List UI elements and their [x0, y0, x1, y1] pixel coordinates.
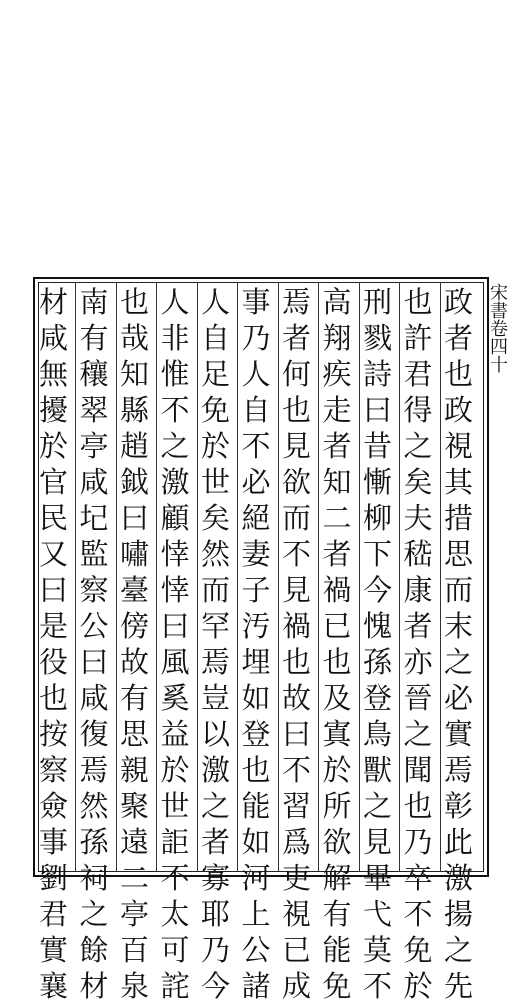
character: 君 — [403, 357, 433, 391]
character: 而 — [281, 501, 311, 535]
character: 登 — [362, 681, 392, 715]
character: 曰 — [79, 645, 109, 679]
character: 亭 — [79, 429, 109, 463]
character: 禍 — [322, 573, 352, 607]
character: 何 — [281, 357, 311, 391]
character: 禍 — [281, 609, 311, 643]
character: 復 — [79, 717, 109, 751]
character: 免 — [200, 393, 230, 427]
character: 察 — [38, 753, 68, 787]
character: 上 — [241, 897, 271, 931]
text-column-7 — [197, 284, 235, 1003]
character: 人 — [241, 357, 271, 391]
character: 政 — [443, 285, 473, 319]
character: 圮 — [79, 501, 109, 535]
character: 弋 — [362, 897, 392, 931]
character: 也 — [443, 357, 473, 391]
character: 豈 — [200, 681, 230, 715]
text-column-4 — [318, 284, 356, 1003]
character: 嘯 — [119, 537, 149, 571]
text-column-1 — [440, 284, 478, 1003]
character: 不 — [241, 429, 271, 463]
character: 必 — [443, 681, 473, 715]
character: 也 — [281, 393, 311, 427]
character: 故 — [119, 645, 149, 679]
character: 思 — [119, 717, 149, 751]
character: 之 — [443, 933, 473, 967]
character: 知 — [322, 465, 352, 499]
character: 惟 — [160, 357, 190, 391]
character: 曰 — [38, 573, 68, 607]
column-rule — [318, 282, 319, 872]
character: 監 — [79, 537, 109, 571]
character: 也 — [38, 681, 68, 715]
character: 見 — [281, 573, 311, 607]
character: 也 — [322, 645, 352, 679]
character: 按 — [38, 717, 68, 751]
column-rule — [75, 282, 76, 872]
character: 乃 — [241, 321, 271, 355]
character: 如 — [241, 681, 271, 715]
character: 縣 — [119, 393, 149, 427]
character: 所 — [322, 789, 352, 823]
character: 措 — [443, 501, 473, 535]
column-rule — [440, 282, 441, 872]
character: 末 — [443, 609, 473, 643]
character: 益 — [160, 717, 190, 751]
character: 穰 — [79, 357, 109, 391]
character: 哉 — [119, 321, 149, 355]
character: 莫 — [362, 933, 392, 967]
character: 曰 — [160, 609, 190, 643]
character: 刑 — [362, 285, 392, 319]
character: 南 — [79, 285, 109, 319]
character: 遠 — [119, 825, 149, 859]
text-column-6 — [237, 284, 275, 1003]
character: 風 — [160, 645, 190, 679]
character: 政 — [443, 393, 473, 427]
character: 高 — [322, 285, 352, 319]
character: 寡 — [200, 861, 230, 895]
character: 思 — [443, 537, 473, 571]
character: 於 — [403, 969, 433, 1003]
character: 矣 — [200, 501, 230, 535]
text-column-11 — [35, 284, 73, 1003]
column-rule — [197, 282, 198, 872]
character: 晉 — [403, 681, 433, 715]
character: 嵇 — [403, 537, 433, 571]
character: 孫 — [362, 645, 392, 679]
character: 又 — [38, 537, 68, 571]
character: 也 — [119, 285, 149, 319]
character: 也 — [403, 789, 433, 823]
character: 之 — [362, 789, 392, 823]
character: 材 — [38, 285, 68, 319]
character: 襄 — [38, 969, 68, 1003]
character: 察 — [79, 573, 109, 607]
character: 知 — [119, 357, 149, 391]
character: 親 — [119, 753, 149, 787]
text-column-10 — [75, 284, 113, 1003]
character: 欲 — [322, 825, 352, 859]
character: 此 — [443, 825, 473, 859]
character: 激 — [200, 753, 230, 787]
character: 焉 — [200, 645, 230, 679]
character: 不 — [281, 537, 311, 571]
character: 太 — [160, 897, 190, 931]
text-column-2 — [399, 284, 437, 1003]
character: 材 — [79, 969, 109, 1003]
character: 吏 — [281, 861, 311, 895]
character: 悻 — [160, 537, 190, 571]
character: 見 — [362, 825, 392, 859]
character: 激 — [443, 861, 473, 895]
character: 慚 — [362, 465, 392, 499]
column-rule — [116, 282, 117, 872]
character: 如 — [241, 825, 271, 859]
character: 及 — [322, 681, 352, 715]
character: 夫 — [403, 501, 433, 535]
character: 其 — [443, 465, 473, 499]
character: 鳥 — [362, 717, 392, 751]
character: 曰 — [119, 501, 149, 535]
character: 詫 — [160, 969, 190, 1003]
column-rule — [278, 282, 279, 872]
character: 自 — [200, 321, 230, 355]
character: 諸 — [241, 969, 271, 1003]
character: 咸 — [38, 321, 68, 355]
character: 河 — [241, 861, 271, 895]
character: 欲 — [281, 465, 311, 499]
character: 亦 — [403, 645, 433, 679]
character: 也 — [241, 753, 271, 787]
character: 有 — [322, 897, 352, 931]
character: 必 — [241, 465, 271, 499]
character: 實 — [443, 717, 473, 751]
character: 實 — [38, 933, 68, 967]
character: 汚 — [241, 609, 271, 643]
character: 於 — [322, 753, 352, 787]
character: 詎 — [160, 825, 190, 859]
character: 無 — [38, 357, 68, 391]
character: 愧 — [362, 609, 392, 643]
character: 是 — [38, 609, 68, 643]
character: 然 — [200, 537, 230, 571]
character: 而 — [200, 573, 230, 607]
character: 昔 — [362, 429, 392, 463]
character: 今 — [200, 969, 230, 1003]
character: 餘 — [79, 933, 109, 967]
character: 僉 — [38, 789, 68, 823]
character: 之 — [403, 429, 433, 463]
character: 悻 — [160, 573, 190, 607]
text-column-9 — [116, 284, 154, 1003]
character: 習 — [281, 789, 311, 823]
character: 也 — [403, 285, 433, 319]
character: 爲 — [281, 825, 311, 859]
character: 埋 — [241, 645, 271, 679]
character: 二 — [322, 501, 352, 535]
character: 之 — [200, 789, 230, 823]
character: 畢 — [362, 861, 392, 895]
character: 不 — [281, 753, 311, 787]
character: 民 — [38, 501, 68, 535]
character: 罕 — [200, 609, 230, 643]
character: 得 — [403, 393, 433, 427]
character: 已 — [322, 609, 352, 643]
character: 不 — [362, 969, 392, 1003]
character: 揚 — [443, 897, 473, 931]
character: 曰 — [281, 717, 311, 751]
character: 不 — [160, 393, 190, 427]
character: 役 — [38, 645, 68, 679]
character: 卒 — [403, 861, 433, 895]
character: 亭 — [119, 897, 149, 931]
character: 乃 — [403, 825, 433, 859]
character: 擾 — [38, 393, 68, 427]
character: 能 — [322, 933, 352, 967]
character: 視 — [281, 897, 311, 931]
character: 之 — [79, 897, 109, 931]
page-margin-label — [486, 283, 508, 869]
character: 見 — [281, 429, 311, 463]
character: 於 — [38, 429, 68, 463]
character: 詩 — [362, 357, 392, 391]
character: 已 — [281, 933, 311, 967]
character: 足 — [200, 357, 230, 391]
character: 先 — [443, 969, 473, 1003]
character: 有 — [119, 681, 149, 715]
character: 聚 — [119, 789, 149, 823]
character: 百 — [119, 933, 149, 967]
margin-label-text: 宋書卷四十 — [487, 283, 508, 373]
character: 乃 — [200, 933, 230, 967]
character: 以 — [200, 717, 230, 751]
character: 激 — [160, 465, 190, 499]
character: 獸 — [362, 753, 392, 787]
character: 之 — [443, 645, 473, 679]
column-rule — [399, 282, 400, 872]
character: 不 — [160, 861, 190, 895]
column-rule — [359, 282, 360, 872]
text-column-3 — [359, 284, 397, 1003]
character: 趙 — [119, 429, 149, 463]
character: 二 — [119, 861, 149, 895]
character: 事 — [38, 825, 68, 859]
character: 官 — [38, 465, 68, 499]
character: 世 — [160, 789, 190, 823]
character: 絕 — [241, 501, 271, 535]
character: 子 — [241, 573, 271, 607]
column-rule — [156, 282, 157, 872]
character: 也 — [281, 645, 311, 679]
character: 免 — [403, 933, 433, 967]
character: 康 — [403, 573, 433, 607]
column-rule — [237, 282, 238, 872]
character: 劉 — [38, 861, 68, 895]
character: 顧 — [160, 501, 190, 535]
character: 曰 — [362, 393, 392, 427]
character: 能 — [241, 789, 271, 823]
character: 公 — [79, 609, 109, 643]
text-column-8 — [156, 284, 194, 1003]
character: 鉞 — [119, 465, 149, 499]
character: 疾 — [322, 357, 352, 391]
character: 自 — [241, 393, 271, 427]
character: 傍 — [119, 609, 149, 643]
character: 焉 — [281, 285, 311, 319]
character: 祠 — [79, 861, 109, 895]
character: 公 — [241, 933, 271, 967]
character: 走 — [322, 393, 352, 427]
character: 世 — [200, 465, 230, 499]
character: 視 — [443, 429, 473, 463]
character: 然 — [79, 789, 109, 823]
character: 君 — [38, 897, 68, 931]
character: 寘 — [322, 717, 352, 751]
character: 者 — [281, 321, 311, 355]
character: 成 — [281, 969, 311, 1003]
character: 焉 — [443, 753, 473, 787]
character: 故 — [281, 681, 311, 715]
character: 許 — [403, 321, 433, 355]
character: 人 — [160, 285, 190, 319]
character: 翔 — [322, 321, 352, 355]
character: 妻 — [241, 537, 271, 571]
character: 免 — [322, 969, 352, 1003]
character: 翠 — [79, 393, 109, 427]
character: 者 — [322, 429, 352, 463]
character: 臺 — [119, 573, 149, 607]
character: 非 — [160, 321, 190, 355]
character: 不 — [403, 897, 433, 931]
character: 者 — [322, 537, 352, 571]
character: 下 — [362, 537, 392, 571]
character: 孫 — [79, 825, 109, 859]
character: 之 — [403, 717, 433, 751]
character: 彰 — [443, 789, 473, 823]
character: 泉 — [119, 969, 149, 1003]
character: 可 — [160, 933, 190, 967]
character: 有 — [79, 321, 109, 355]
character: 戮 — [362, 321, 392, 355]
character: 解 — [322, 861, 352, 895]
character: 矣 — [403, 465, 433, 499]
character: 登 — [241, 717, 271, 751]
character: 者 — [403, 609, 433, 643]
character: 事 — [241, 285, 271, 319]
text-column-5 — [278, 284, 316, 1003]
character: 焉 — [79, 753, 109, 787]
character: 咸 — [79, 465, 109, 499]
character: 今 — [362, 573, 392, 607]
character: 於 — [160, 753, 190, 787]
character: 於 — [200, 429, 230, 463]
character: 人 — [200, 285, 230, 319]
character: 而 — [443, 573, 473, 607]
character: 者 — [443, 321, 473, 355]
character: 者 — [200, 825, 230, 859]
character: 咸 — [79, 681, 109, 715]
character: 耶 — [200, 897, 230, 931]
character: 奚 — [160, 681, 190, 715]
character: 之 — [160, 429, 190, 463]
character: 聞 — [403, 753, 433, 787]
character: 柳 — [362, 501, 392, 535]
